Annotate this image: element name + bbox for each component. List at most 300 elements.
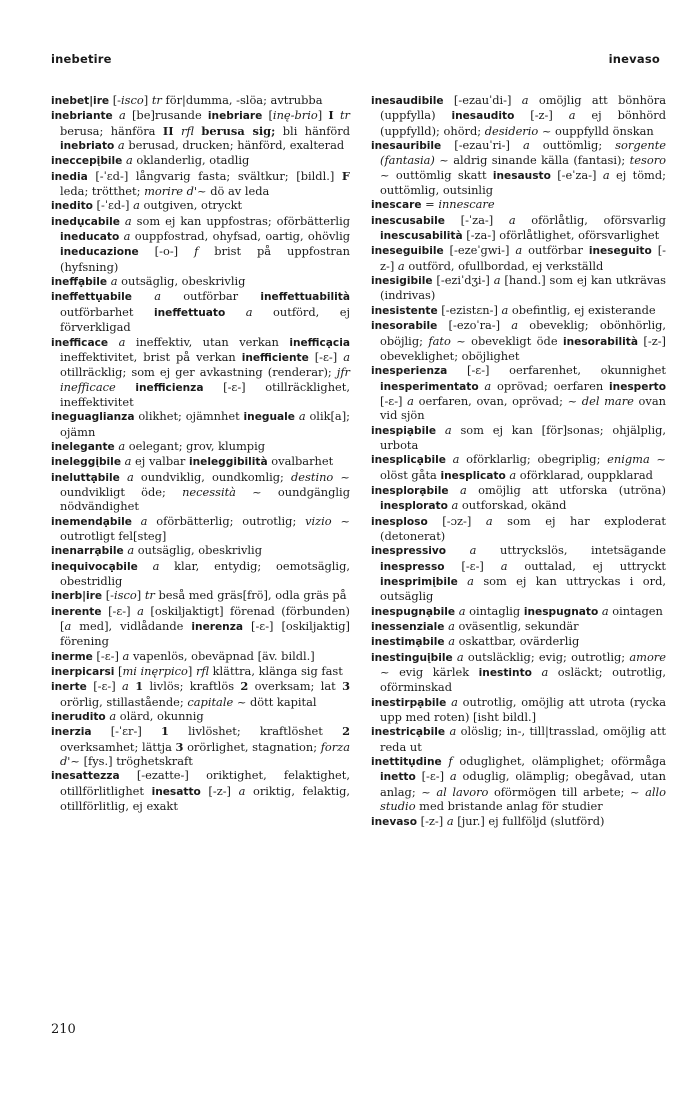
entry-text: ] [187,664,196,679]
page-number: 210 [51,1022,76,1037]
entry-text: med], vidlådande [71,619,192,634]
headword: inestinguįbile [371,651,453,664]
entry-text: [be]rusande [125,108,208,123]
entry-text [449,483,460,497]
entry-text: oväsentlig, sekundär [454,619,579,634]
italic-text: a [126,469,134,484]
headword: inesigibile [371,275,433,288]
dictionary-entry [371,452,666,483]
entry-text: outsäglig, obeskrivlig [117,274,246,289]
entry-text: orörlighet, stagnation; [183,739,321,754]
headword: inerenza [191,621,244,634]
italic-text: a [484,378,492,393]
dictionary-entry [51,289,350,334]
entry-text: [-o-] [138,244,195,259]
entry-text: overksamhet; lättja [60,739,176,754]
italic-text: innescare [438,197,495,212]
headword: ineducato [60,231,120,244]
headword: inespiạbile [371,424,437,437]
headword: inespressivo [371,545,447,558]
entry-text [116,380,136,394]
dictionary-entry [371,514,666,544]
entry-text: uttryckslös, intetsägande [476,543,666,558]
headword: inevaso [371,815,417,828]
entry-text: outsläcklig; evig; outrotlig; [463,649,630,664]
headword: ineguaglianza [51,411,135,424]
entry-text [446,543,470,557]
entry-text: klar, entydig; oemotsäglig, obestridlig [60,558,350,588]
italic-text: a [238,783,246,798]
dictionary-entry [51,588,350,603]
dictionary-entry [51,664,350,679]
dictionary-entry [51,153,350,168]
italic-text: a [298,409,306,424]
entry-text: ointaglig [465,603,524,618]
headword: ineccepįbile [51,155,123,168]
italic-text: a [568,108,576,123]
dictionary-entry [51,709,350,724]
entry-text: ~ ouppfylld önskan [538,123,654,138]
italic-text: a [124,213,132,228]
entry-text: [-ɛ-] [415,769,450,784]
headword: inesaudibile [371,95,444,107]
entry-text: [-ezauˈdi-] [443,93,522,107]
headword: ineseguito [588,245,652,258]
entry-text [120,470,127,484]
dictionary-entry [51,679,350,709]
entry-text: obeveklig; obönhörlig, oböjlig; [380,318,667,348]
entry-text: ~ aldrig sinande källa (fantasi); [434,153,630,168]
italic-text: tesoro [629,153,666,168]
italic-text: destino [291,469,334,484]
entry-text [132,289,154,303]
entry-text [458,574,467,588]
entry-text: [oskiljaktigt] förenad (förbunden) [ [60,603,350,634]
entry-text: ineffektiv, utan verkan [125,334,290,349]
headword: inesattezza [51,770,120,783]
italic-text: a [110,274,118,289]
headword: inelegante [51,440,115,453]
entry-text: outsäglig, obeskrivlig [134,543,262,558]
entry-text: klättra, klänga sig fast [209,664,343,679]
dictionary-entry [51,649,350,664]
italic-text: a [456,649,464,664]
italic-text: a [118,438,126,453]
entry-text [436,423,445,437]
headword: inemendạbile [51,515,132,528]
entry-text: = [421,197,439,212]
headword: inebriante [51,110,113,123]
entry-text: oförklarad, ouppklarad [516,467,653,482]
headword: inescusabile [371,214,445,227]
headword: ineffettụabile [51,291,132,304]
italic-text: a [122,648,130,663]
headword: ineffạbile [51,276,108,289]
dictionary-entry [51,214,350,274]
bold-text: 1 [135,679,144,694]
entry-text: [-z-] [417,813,447,828]
entry-text: oduglighet, olämplighet; oförmåga [452,754,667,769]
dictionary-entry [51,335,350,410]
italic-text: a [446,813,454,828]
entry-text: [jur.] ej fullföljd (slutförd) [453,813,605,828]
entry-text: osläckt; outrotlig, oförminskad [380,665,666,695]
headword: inespugnạbile [371,605,456,618]
entry-text: för|dumma, -slöa; avtrubba [161,93,323,107]
italic-text: f [194,244,199,259]
headword: inedito [51,200,93,213]
entry-text: brist på uppfostran (hyfsning) [60,244,350,274]
entry-text: outtömlig; [529,138,616,153]
entry-text: [-ɛ-] [444,558,501,573]
bold-text: 2 [240,679,249,694]
bold-text: II [162,123,174,138]
entry-text: obefintlig, ej existerande [508,302,656,317]
headword: inefficienza [135,381,204,394]
italic-text: a [508,212,516,227]
entry-text: oelegant; grov, klumpig [125,438,266,453]
headword: inespresso [380,560,445,573]
dictionary-entry [371,303,666,318]
headword: inerente [51,605,102,618]
headword: inerte [51,681,87,694]
italic-text: a [459,482,467,497]
headword: inestimạbile [371,636,445,649]
entry-text: ~ obevekligt öde [450,333,563,348]
headword: inedụcabile [51,215,120,228]
entry-text: ~ outtömlig skatt [380,167,493,182]
italic-text: rfl [195,664,209,679]
headword: ineleggibilità [188,456,268,469]
entry-text: [-za-] oförlåtlighet, oförsvarlighet [462,228,660,243]
headword: inestricạbile [371,726,446,739]
entry-text: oklanderlig, otadlig [132,153,250,168]
entry-text: outförbar [161,289,261,304]
entry-text: [-ɛ-] [380,393,408,408]
dictionary-entry [51,604,350,649]
entry-text: [-ezatte-] oriktighet, felaktighet, otillförlitlighet [60,768,350,798]
dictionary-entry [371,650,666,695]
entry-text: ej tömd; outtömlig, outsinlig [380,167,666,198]
italic-text: a [449,769,457,784]
dictionary-entry [371,724,666,754]
entry-text: berusad, drucken; hänförd, exalterad [124,138,345,153]
italic-text: a [601,603,609,618]
italic-text: sorgente (fantasia) [380,138,667,168]
bold-text: I [328,108,334,123]
headword: inesplicato [440,469,506,482]
headword: ineducazione [60,246,139,259]
italic-text: a [449,724,457,739]
entry-text: berusa; hänföra [60,123,163,138]
italic-text: al lavoro [436,784,489,799]
entry-text: [-ˈɛd-] [92,198,134,213]
entry-text: olöslig; in-, till|trasslad, omöjlig att reda ut [380,724,666,754]
italic-text: a [152,558,160,573]
entry-text: ] [136,588,145,603]
italic-text: tr [339,108,350,123]
entry-text: [-ezeˈgwi-] [443,243,516,258]
italic-text: a [485,513,493,528]
entry-text: livlös; kraftlös [143,679,241,694]
italic-text: a [407,393,414,408]
dictionary-entry [51,169,350,199]
bold-text: 2 [342,724,350,739]
entry-text: [-ezoˈra-] [437,318,512,333]
headword: inesistente [371,304,438,317]
entry-text: [-ɛ-] [92,648,123,663]
headword: inesaudito [451,110,515,123]
entry-text: som ej har exploderat (detonerat) [380,513,666,543]
headword: inesplorato [380,500,448,513]
dictionary-entry [51,439,350,454]
headword: inebet|ire [51,95,110,107]
italic-text: amore [629,649,666,664]
headword: inespugnato [523,605,599,618]
dictionary-entry [371,138,666,197]
italic-text: jfr inefficace [60,365,350,394]
headword: inesplorạbile [371,484,449,497]
entry-text: outtalad, ej uttryckt [507,558,666,573]
bold-text: 1 [161,724,169,739]
entry-text: overksam; lat [248,679,343,694]
entry-text: [-ɛ-] otillräcklighet, ineffektivitet [60,379,350,409]
headword: inerme [51,650,93,663]
dictionary-entry [51,108,350,153]
entry-text: som ej kan [för]sonas; ohjälplig, urbota [380,422,666,452]
entry-text: ovalbarhet [267,454,334,469]
entry-text: leda; trötthet; [60,184,145,199]
entry-text: [-ezauˈri-] [441,138,523,153]
dictionary-entry [371,243,666,273]
dictionary-entry [371,423,666,453]
italic-text: a [467,574,474,588]
bold-text: berusa sig; [201,123,276,138]
dictionary-entry [51,409,350,439]
italic-text: a [122,679,129,694]
entry-text: ineffektivitet, brist på verkan [60,349,242,364]
entry-text: [ [262,108,273,123]
italic-text: a [541,665,549,680]
entry-text: ~ evig kärlek [380,665,479,680]
dictionary-entry [371,213,666,244]
entry-text: oförlåtlig, oförsvarlig [515,212,666,227]
running-head-first-word: inebetire [51,52,112,66]
entry-text: outförd, ej förverkligad [60,304,351,335]
entry-text: [hand.] som ej kan utkrävas (indrivas) [380,273,666,303]
italic-text: morire d'~ [144,184,207,199]
italic-text: del mare [581,393,634,408]
entry-text: oerfaren, ovan, oprövad; ~ [413,393,582,408]
dictionary-entry [371,363,666,422]
entry-text: ] [317,108,329,123]
running-head-last-word: inevaso [608,52,660,66]
italic-text: tr [144,588,155,603]
entry-text: ointagen [608,603,663,618]
entry-text: som ej kan uppfostras; oförbätterlig [131,213,351,228]
entry-text: olik[a]; ojämn [60,409,351,439]
right-column [371,93,666,829]
headword: inestirpạbile [371,696,447,709]
headword: inerzia [51,726,92,739]
entry-text: [fys.] tröghetskraft [79,754,193,769]
headword: inescusabilità [380,230,463,243]
entry-text: [-ɛ-] oerfarenhet, okunnighet [447,363,666,378]
entry-text: outförbar [522,243,589,258]
headword: inesorabile [371,320,438,333]
bold-text: F [341,168,350,183]
headword: inesorabilità [562,335,638,348]
italic-text: a [118,108,126,123]
entry-text: oförklarlig; obegriplig; [459,452,608,467]
italic-text: a [493,273,501,288]
dictionary-entry [371,483,666,514]
italic-text: inę-brio [272,108,318,123]
entry-text: [ [114,664,123,679]
italic-text: isco [114,588,137,603]
headword: inesprimįbile [380,576,458,588]
dictionary-entry [51,724,350,768]
italic-text: a [397,258,405,273]
headword: ineffettuabilità [260,291,351,304]
italic-text: a [522,138,530,153]
italic-text: a [501,302,509,317]
entry-text: oriktig, felaktig, otillförlitlig, ej exakt [60,783,350,814]
dictionary-entry [371,634,666,649]
entry-text: ~ oundvikligt öde; [60,469,350,499]
headword: ineluttạbile [51,471,120,484]
italic-text: a [451,498,459,513]
headword: inebriare [207,110,263,123]
dictionary-entry [51,470,350,514]
dictionary-entry [51,93,350,108]
entry-text: ej valbar [131,454,189,469]
italic-text: a [509,467,517,482]
headword: inenarrạbile [51,545,124,558]
entry-text [132,514,141,528]
entry-text: bli hänförd [275,123,351,138]
entry-text: ~ olöst gåta [380,452,666,482]
dictionary-entry [371,814,666,829]
italic-text: mi inęrpico [122,664,188,679]
entry-text: oduglig, olämplig; obegåvad, utan anlag; ~ [380,769,666,799]
headword: inefficace [51,336,109,349]
entry-text [138,559,153,573]
entry-text: outförd, ofullbordad, ej verkställd [404,258,604,273]
entry-text: [-z-] [514,108,569,123]
entry-text: [-ˈza-] [444,212,509,227]
italic-text: a [127,543,135,558]
headword: inesploso [371,515,428,528]
italic-text: a [448,634,455,649]
italic-text: tr [151,93,162,107]
entry-text: oprövad; oerfaren [491,378,610,393]
italic-text: a [117,138,125,153]
italic-text: a [109,709,117,724]
entry-text: omöjlig att bönhöra (uppfylla) [380,93,666,123]
headword: inestinto [478,667,532,680]
entry-text: olärd, okunnig [116,709,204,724]
entry-text: oförmögen till arbete; ~ [488,784,646,799]
italic-text: a [500,558,508,573]
headword: inesperto [609,380,667,393]
entry-text: [-ezistɛn-] [437,302,502,317]
headword: inescare [371,199,422,212]
italic-text: a [451,694,458,709]
italic-text: a [458,603,466,618]
dictionary-entry [371,318,666,363]
italic-text: a [521,93,529,107]
dictionary-entry [371,543,666,603]
italic-text: rfl [180,123,194,138]
italic-text: a [123,229,131,244]
italic-text: a [64,619,72,634]
italic-text: a [343,349,350,364]
dictionary-entry [51,543,350,558]
italic-text: f [448,754,453,769]
headword: inessenziale [371,621,445,634]
entry-text: ovan vid sjön [380,393,666,423]
bold-text: 3 [175,739,184,754]
dictionary-entry [51,768,350,813]
dictionary-entry [51,559,350,589]
entry-text: oundviklig, oundkomlig; [133,469,291,484]
headword: inesperienza [371,365,448,378]
italic-text: a [154,289,162,304]
dictionary-entry [51,514,350,544]
dictionary-entry [371,273,666,303]
entry-text [225,305,246,319]
headword: inettitụdine [371,756,442,769]
dictionary-entry [371,754,666,813]
entry-text: ej bönhörd (uppfylld); ohörd; [380,108,667,138]
dictionary-entry [51,198,350,213]
entry-text: vapenlös, obeväpnad [äv. bildl.] [129,648,315,663]
entry-text: dö av leda [206,184,270,199]
headword: inesausto [492,169,551,182]
entry-text: [- [109,93,122,107]
dictionary-entry [371,93,666,138]
headword: inesperimentato [380,380,479,393]
entry-text [446,452,453,466]
italic-text: fato [428,333,451,348]
entry-text: outforskad, okänd [458,498,567,513]
entry-text: oskattbar, ovärderlig [455,634,580,649]
headword: inequivocạbile [51,560,138,573]
italic-text: a [452,452,460,467]
dictionary-entry [51,454,350,469]
bold-text: 3 [342,679,350,694]
headword: inesplicạbile [371,454,446,467]
italic-text: necessità [182,484,236,499]
entry-text: olikhet; ojämnhet [134,409,244,424]
dictionary-entry [371,619,666,634]
entry-text: med bristande anlag för studier [415,799,603,814]
italic-text: allo studio [380,784,666,814]
entry-text: [-z-] obeveklighet; oböjlighet [380,333,666,363]
entry-text: [-ˈɛr-] [91,724,162,739]
italic-text: a [515,243,523,258]
italic-text: forza d'~ [60,739,350,769]
italic-text: a [448,619,455,634]
italic-text: a [469,543,477,558]
headword: inedia [51,170,88,183]
entry-text: [-ɛ-] [86,679,123,694]
italic-text: isco [121,93,144,107]
italic-text: a [602,167,610,182]
italic-text: a [511,318,519,333]
headword: inerpicarsi [51,666,115,679]
